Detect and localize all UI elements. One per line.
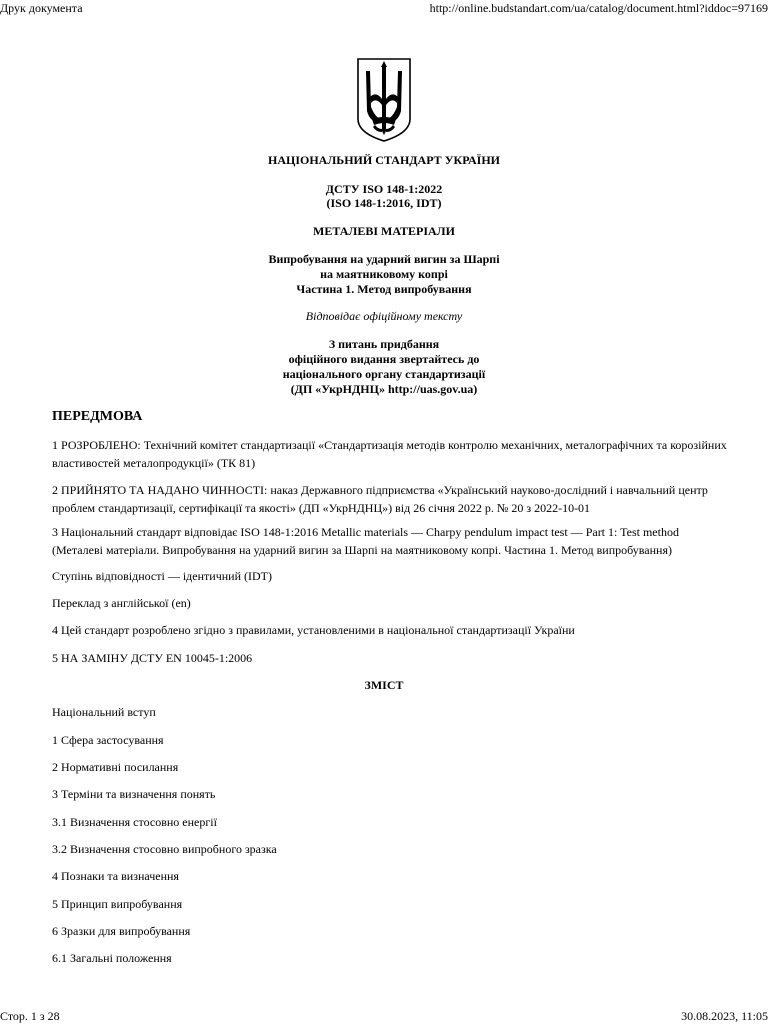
contents-heading: ЗМІСТ	[364, 678, 404, 692]
toc-item: 4 Познаки та визначення	[52, 869, 179, 883]
print-footer-page-count: Стор. 1 з 28	[0, 1009, 60, 1023]
subject-title: МЕТАЛЕВІ МАТЕРІАЛИ	[313, 224, 455, 238]
toc-item: 3.2 Визначення стосовно випробного зразка	[52, 842, 277, 856]
toc-item: Національний вступ	[52, 705, 156, 719]
standard-code: ДСТУ ISO 148-1:2022	[325, 182, 443, 196]
toc-item: 6.1 Загальні положення	[52, 951, 172, 965]
official-text-note: Відповідає офіційному тексту	[305, 309, 463, 323]
document-title-line-2: на маятниковому копрі	[320, 267, 448, 281]
foreword-item-1: 1 РОЗРОБЛЕНО: Технічний комітет стандартизації «Стандартизація методів контролю механічних, металографічних та корозійних властивостей металопродукції» (ТК 81)	[52, 438, 727, 470]
toc-item: 3.1 Визначення стосовно енергії	[52, 815, 217, 829]
print-footer-datetime: 30.08.2023, 11:05	[681, 1009, 768, 1023]
foreword-item-4: 4 Цей стандарт розроблено згідно з правилами, установленими в національної стандартизації України	[52, 623, 575, 637]
foreword-item-3: 3 Національний стандарт відповідає ISO 148-1:2016 Metallic materials — Charpy pendulum impact test — Part 1: Test method (Металеві матеріали. Випробування на ударний вигин за Шарпі на маятниковому копрі. Частина 1. Метод випробування)	[52, 525, 679, 557]
foreword-item-2: 2 ПРИЙНЯТО ТА НАДАНО ЧИННОСТІ: наказ Державного підприємства «Український науково-дослідний і навчальний центр проблем стандартизації, сертифікації та якості» (ДП «УкрНДНЦ») від 26 січня 2022 р. № 20 з 2022-10-01	[52, 483, 708, 515]
toc-item: 3 Терміни та визначення понять	[52, 787, 216, 801]
purchase-note-line-1: З питань придбання	[328, 337, 440, 351]
national-standard-title: НАЦІОНАЛЬНИЙ СТАНДАРТ УКРАЇНИ	[268, 153, 500, 167]
print-header-title: Друк документа	[0, 1, 83, 15]
foreword-item-5: 5 НА ЗАМІНУ ДСТУ EN 10045-1:2006	[52, 651, 253, 665]
purchase-note-line-4: (ДП «УкрНДНЦ» http://uas.gov.ua)	[290, 382, 478, 396]
toc-item: 1 Сфера застосування	[52, 733, 164, 747]
print-header-url: http://online.budstandart.com/ua/catalog/document.html?iddoc=97169	[429, 1, 768, 15]
document-title-line-3: Частина 1. Метод випробування	[296, 282, 472, 296]
toc-item: 2 Нормативні посилання	[52, 760, 179, 774]
foreword-conformity: Ступінь відповідності — ідентичний (IDT)	[52, 569, 272, 583]
foreword-translation: Переклад з англійської (en)	[52, 596, 191, 610]
standard-code-iso: (ISO 148-1:2016, IDT)	[326, 196, 442, 210]
toc-item: 5 Принцип випробування	[52, 897, 183, 911]
purchase-note-line-2: офіційного видання звертайтесь до	[288, 352, 480, 366]
document-title-line-1: Випробування на ударний вигин за Шарпі	[268, 252, 500, 266]
purchase-note-line-3: національного органу стандартизації	[282, 367, 486, 381]
foreword-heading: ПЕРЕДМОВА	[52, 409, 143, 424]
tryzub-coat-of-arms-icon	[356, 57, 412, 143]
toc-item: 6 Зразки для випробування	[52, 924, 191, 938]
